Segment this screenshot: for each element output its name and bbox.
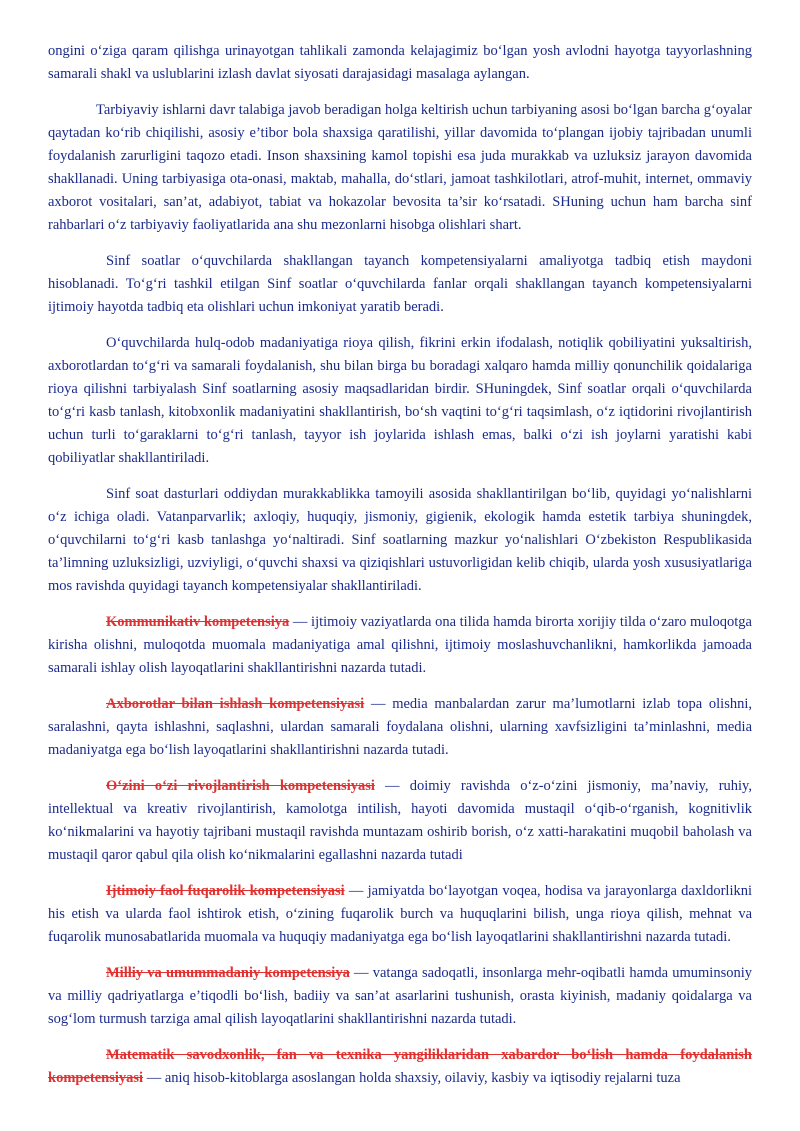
paragraph-text: — jamiyatda bo‘layotgan voqea, hodisa va jarayonlarga daxldorlikni his etish va ularda faol ishtirok etish, o‘zining fuqarolik burch va huquqlarini bilish, unga rioya qilish, mehnat va fuqarolik munosabatlarida muomala va huquqiy madaniyatga ega bo‘lish layoqatlarini shakllantirishni nazarda tutadi. (48, 883, 753, 945)
paragraph-cultural-competence (48, 962, 752, 1031)
paragraph-text: ongini o‘ziga qaram qilishga urinayotgan tahlikali zamonda kelajagimiz bo‘lgan yosh avlodni hayotga tayyorlashning samarali shakl va uslublarini izlash davlat siyosati darajasidagi masalaga aylangan. (48, 43, 752, 82)
paragraph-text: Sinf soatlar o‘quvchilarda shakllangan tayanch kompetensiyalarni amaliyotga tadbiq etish maydoni hisoblanadi. To‘g‘ri tashkil etilgan Sinf soatlar o‘quvchilarda fanlar orqali shakllangan tayanch kompetensiyalarni ijtimoiy hayotda tadbiq eta olishlari uchun imkoniyat yaratib beradi. (48, 253, 752, 315)
paragraph-text: Sinf soat dasturlari oddiydan murakkablikka tamoyili asosida shakllantirilgan bo‘lib, quyidagi yo‘nalishlarni o‘z ichiga oladi. Vatanparvarlik; axloqiy, huquqiy, jismoniy, gigienik, ekologik hamda estetik tarbiya shuningdek, o‘quvchilarni to‘g‘ri kasb tanlashga yo‘naltiradi. Sinf soatlarning mazkur yo‘nalishlari O‘zbekiston Respublikasida ta’limning uzluksizligi, uzviyligi, o‘quvchi shaxsi va qiziqishlari ustuvorligidan kelib chiqib, ularda yosh xususiyatlariga mos ravishda quyidagi tayanch kompetensiyalar shakllantiriladi. (48, 486, 752, 594)
paragraph-math-literacy-competence (48, 1044, 752, 1090)
paragraph-text: — aniq hisob-kitoblarga asoslangan holda shaxsiy, oilaviy, kasbiy va iqtisodiy rejalarni tuza (143, 1070, 681, 1086)
paragraph-intro-continuation (48, 40, 752, 86)
paragraph-text: Tarbiyaviy ishlarni davr talabiga javob beradigan holga keltirish uchun tarbiyaning asosi bo‘lgan barcha g‘oyalar qaytadan ko‘rib chiqilishi, asosiy e’tibor bola shaxsiga qaratilishi, yillar davomida to‘plangan ijobiy tajribadan unumli foydalanish zarurligini taqozo etadi. Inson shaxsining kamol topishi esa juda murakkab va uzluksiz jarayon davomida shakllanadi. Uning tarbiyasiga ota-onasi, maktab, mahalla, do‘stlari, jamoat tashkilotlari, atrof-muhit, internet, ommaviy axborot vositalari, san’at, adabiyot, tabiat va hokazolar bevosita ta’sir ko‘rsatadi. SHuning uchun ham barcha sinf rahbarlari o‘z tarbiyaviy faoliyatlarida ana shu mezonlarni hisobga olishlari shart. (48, 102, 752, 233)
term-heading: O‘zini o‘zi rivojlantirish kompetensiyasi (106, 778, 375, 794)
paragraph-text: — vatanga sadoqatli, insonlarga mehr-oqibatli hamda umuminsoniy va milliy qadriyatlarga e’tiqodli bo‘lish, badiiy va san’at asarlarini tushunish, orasta kiyinish, madaniy qoidalarga va sog‘lom turmush tarziga amal qilish layoqatlarini shakllantirishni nazarda tutadi. (48, 965, 752, 1027)
paragraph-text: — ijtimoiy vaziyatlarda ona tilida hamda birorta xorijiy tilda o‘zaro muloqotga kirisha olishni, muloqotda muomala madaniyatiga amal qilishni, ijtimoiy moslashuvchanlikni, hamkorlikda jamoada samarali ishlay olish layoqatlarini shakllantirishni nazarda tutadi. (48, 614, 752, 676)
paragraph-information-competence (48, 693, 752, 762)
paragraph-text: — doimiy ravishda o‘z-o‘zini jismoniy, ma’naviy, ruhiy, intellektual va kreativ rivojlantirish, kamolotga intilish, hayoti davomida mustaqil o‘qib-o‘rganish, kognitivlik ko‘nikmalarini va hayotiy tajribani mustaqil ravishda muntazam oshirib borish, o‘z xatti-harakatini muqobil baholash va mustaqil qaror qabul qila olish ko‘nikmalarini egallashni nazarda tutadi (48, 778, 752, 863)
term-heading: Milliy va umummadaniy kompetensiya (106, 965, 350, 981)
paragraph-self-development-competence (48, 775, 752, 867)
paragraph-student-culture (48, 332, 752, 470)
paragraph-communicative-competence (48, 611, 752, 680)
paragraph-text: — media manbalardan zarur ma’lumotlarni izlab topa olishni, saralashni, qayta ishlashni, saqlashni, ulardan samarali foydalana olishni, ularning xavfsizligini ta’minlashni, media madaniyatga ega bo‘lish layoqatlarini shakllantirishni nazarda tutadi. (48, 696, 752, 758)
document-page (48, 40, 752, 1103)
term-heading: Matematik savodxonlik, fan va texnika yangiliklaridan xabardor bo‘lish hamda foydalanish kompetensiyasi (48, 1047, 752, 1086)
term-heading: Ijtimoiy faol fuqarolik kompetensiyasi (106, 883, 345, 899)
paragraph-class-hours (48, 250, 752, 319)
term-heading: Kommunikativ kompetensiya (106, 614, 290, 630)
paragraph-text: O‘quvchilarda hulq-odob madaniyatiga rioya qilish, fikrini erkin ifodalash, notiqlik qobiliyatini yuksaltirish, axborotlardan to‘g‘ri va samarali foydalanish, shu bilan birga bu boradagi xalqaro hamda milliy qonunchilik qoidalariga rioya qilishni tarbiyalash Sinf soatlarning asosiy maqsadlaridan birdir. SHuningdek, Sinf soatlar orqali o‘quvchilarda to‘g‘ri kasb tanlash, kitobxonlik madaniyatini shakllantirish, bo‘sh vaqtini to‘g‘ri taqsimlash, o‘z iqtidorini rivojlantirish uchun turli to‘garaklarni to‘g‘ri tanlash, tayyor ish joylarida ishlash emas, balki o‘zi ish joylarni yaratishi kabi qobiliyatlar shakllantiriladi. (48, 335, 752, 466)
paragraph-civic-competence (48, 880, 752, 949)
term-heading: Axborotlar bilan ishlash kompetensiyasi (106, 696, 365, 712)
paragraph-program-directions (48, 483, 752, 598)
paragraph-upbringing (48, 99, 752, 237)
